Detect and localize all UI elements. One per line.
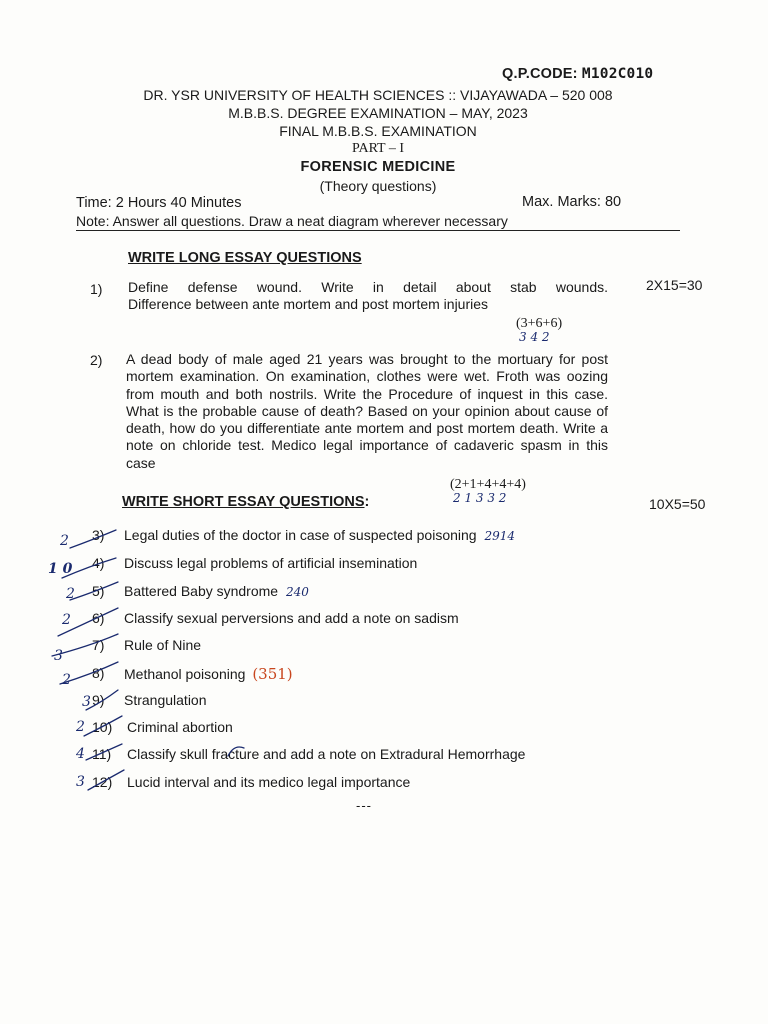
question-number: 12)	[92, 774, 113, 790]
marks-split: (2+1+4+4+4)	[450, 477, 526, 492]
handwritten-marks: 2 1 3 3 2	[453, 491, 507, 505]
margin-mark: 3	[82, 694, 91, 710]
margin-mark: 3	[76, 774, 85, 790]
marks-split: (3+6+6)	[516, 316, 563, 331]
short-essay-title: WRITE SHORT ESSAY QUESTIONS	[122, 494, 365, 510]
question-number: 8)	[92, 665, 105, 681]
end-marker: ---	[356, 798, 372, 813]
theory-label: (Theory questions)	[319, 178, 437, 194]
short-essay-marks: 10X5=50	[649, 496, 706, 512]
question-text: Rule of Nine	[124, 637, 202, 653]
long-essay-marks: 2X15=30	[646, 277, 703, 293]
question-number: 6)	[92, 610, 105, 626]
max-marks: Max. Marks: 80	[522, 194, 622, 210]
qp-code-value: M102C010	[581, 66, 654, 82]
question-text: Classify skull fracture and add a note on Extradural Hemorrhage	[127, 746, 526, 762]
margin-mark: 2	[76, 719, 85, 735]
short-essay-colon: :	[364, 494, 370, 510]
question-line: Difference between ante mortem and post mortem injuries	[128, 296, 489, 313]
question-text: Lucid interval and its medico legal importance	[127, 774, 411, 790]
exam-part: PART – I	[351, 141, 405, 156]
question-number: 5)	[92, 583, 105, 599]
question-text: Legal duties of the doctor in case of suspected poisoning	[124, 527, 477, 543]
question-number: 11)	[92, 746, 112, 762]
margin-mark: 2	[62, 612, 71, 628]
university-name: DR. YSR UNIVERSITY OF HEALTH SCIENCES :: VIJAYAWADA – 520 008	[143, 87, 613, 103]
long-essay-heading: WRITE LONG ESSAY QUESTIONS	[128, 250, 362, 266]
handwritten-marks: 3 4 2	[519, 330, 550, 344]
question-number: 7)	[92, 637, 105, 653]
question-number: 10)	[92, 719, 113, 735]
qp-code-label: Q.P.CODE:	[502, 66, 578, 82]
question-text: Strangulation	[124, 692, 207, 708]
question-text-last: case	[126, 454, 156, 471]
question-text: Criminal abortion	[127, 719, 233, 735]
question-number: 4)	[92, 555, 105, 571]
question-text: Battered Baby syndrome	[124, 583, 279, 599]
final-exam: FINAL M.B.B.S. EXAMINATION	[279, 123, 477, 139]
margin-mark: 2	[66, 586, 75, 602]
question-line: Define defense wound. Write in detail about stab wounds.	[128, 279, 608, 295]
subject-title: FORENSIC MEDICINE	[300, 159, 456, 175]
exam-title: M.B.B.S. DEGREE EXAMINATION – MAY, 2023	[228, 105, 528, 121]
question-number: 1)	[90, 281, 103, 297]
margin-mark: 3	[54, 648, 63, 664]
time-allowed: Time: 2 Hours 40 Minutes	[76, 195, 242, 211]
question-number: 9)	[92, 692, 105, 708]
question-text: Classify sexual perversions and add a note on sadism	[124, 610, 459, 626]
margin-mark: 1 0	[48, 561, 73, 577]
margin-mark: 4	[76, 746, 85, 762]
instructions-note: Note: Answer all questions. Draw a neat diagram wherever necessary	[76, 213, 508, 229]
question-text: A dead body of male aged 21 years was brought to the mortuary for post mortem examination. On examination, clothes were wet. Froth was oozing from mouth and both nostrils. Write the Procedure of inquest in this case. What is the probable cause of death? Based on your opinion about cause of death, how do you differentiate ante mortem and post mortem death. Write a note on chloride test. Medico legal importance of cadaveric spasm in this	[126, 351, 608, 454]
question-number: 3)	[92, 527, 105, 543]
question-number: 2)	[90, 352, 103, 368]
handwritten-note: 2914	[484, 529, 516, 543]
question-text: Methanol poisoning	[124, 666, 246, 682]
question-text: Discuss legal problems of artificial insemination	[124, 555, 418, 571]
handwritten-note: 240	[285, 585, 309, 599]
margin-mark: 2	[62, 672, 71, 688]
handwritten-note: (351)	[252, 665, 293, 683]
margin-mark: 2	[60, 533, 69, 549]
